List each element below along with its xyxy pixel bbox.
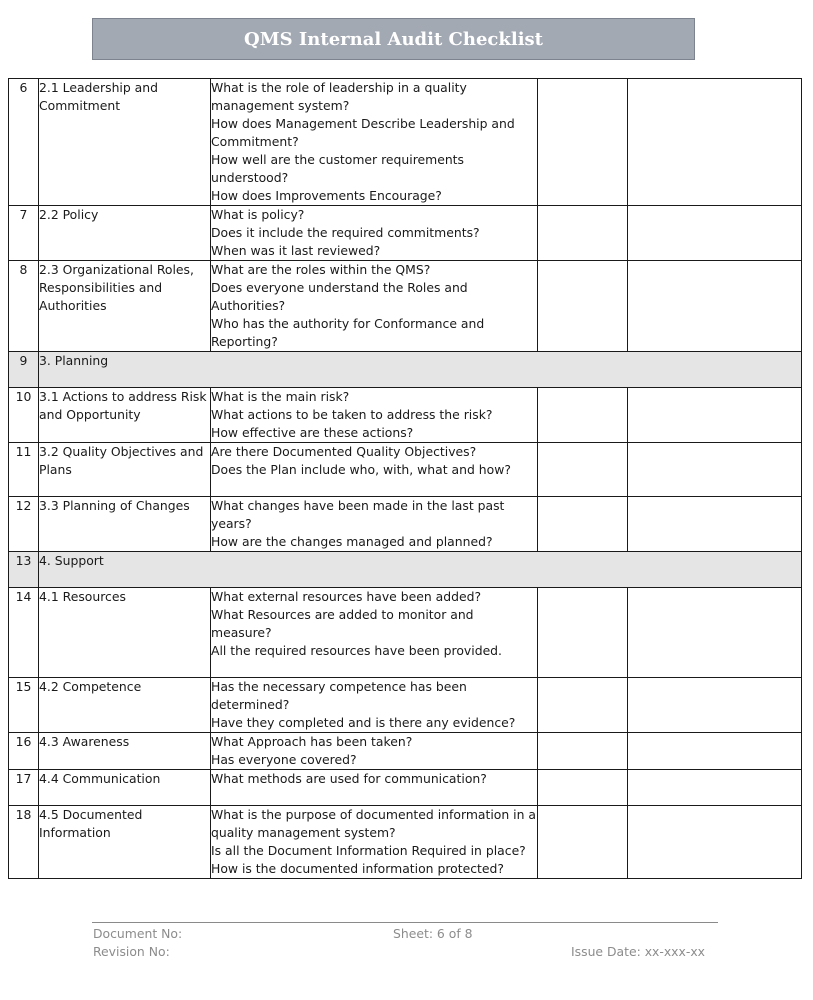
remarks-cell[interactable] bbox=[628, 443, 802, 497]
table-row bbox=[9, 497, 802, 552]
audit-question: What methods are used for communication? bbox=[211, 771, 487, 786]
row-number: 10 bbox=[9, 388, 39, 443]
remarks-cell[interactable] bbox=[628, 770, 802, 806]
table-row bbox=[9, 206, 802, 261]
audit-question: What is policy? bbox=[211, 207, 305, 222]
evidence-cell[interactable] bbox=[538, 588, 628, 678]
audit-question: What external resources have been added? bbox=[211, 589, 482, 604]
table-row bbox=[9, 588, 802, 678]
audit-question: How effective are these actions? bbox=[211, 425, 414, 440]
footer-sheet: Sheet: 6 of 8 bbox=[393, 926, 473, 941]
clause-cell: 4.3 Awareness bbox=[39, 733, 211, 770]
audit-question: Does it include the required commitments? bbox=[211, 225, 480, 240]
evidence-cell[interactable] bbox=[538, 261, 628, 352]
clause-cell: 4.1 Resources bbox=[39, 588, 211, 678]
row-number: 14 bbox=[9, 588, 39, 678]
section-heading: 4. Support bbox=[39, 552, 802, 588]
evidence-cell[interactable] bbox=[538, 443, 628, 497]
table-row bbox=[9, 388, 802, 443]
questions-cell bbox=[211, 770, 538, 806]
audit-question: Has everyone covered? bbox=[211, 752, 357, 767]
clause-cell: 2.1 Leadership and Commitment bbox=[39, 79, 211, 206]
remarks-cell[interactable] bbox=[628, 261, 802, 352]
clause-cell: 2.2 Policy bbox=[39, 206, 211, 261]
audit-question: How are the changes managed and planned? bbox=[211, 534, 493, 549]
table-row bbox=[9, 770, 802, 806]
audit-question: What is the main risk? bbox=[211, 389, 350, 404]
remarks-cell[interactable] bbox=[628, 806, 802, 879]
row-number: 12 bbox=[9, 497, 39, 552]
table-row bbox=[9, 79, 802, 206]
audit-question: How is the documented information protected? bbox=[211, 861, 504, 876]
row-number: 7 bbox=[9, 206, 39, 261]
questions-cell bbox=[211, 443, 538, 497]
clause-cell: 4.2 Competence bbox=[39, 678, 211, 733]
page-title: QMS Internal Audit Checklist bbox=[244, 28, 543, 50]
clause-cell: 4.5 Documented Information bbox=[39, 806, 211, 879]
audit-question: Have they completed and is there any evidence? bbox=[211, 715, 516, 730]
audit-question: What are the roles within the QMS? bbox=[211, 262, 431, 277]
footer-issue-date: Issue Date: xx-xxx-xx bbox=[571, 944, 705, 959]
audit-question: What Resources are added to monitor and measure? bbox=[211, 607, 474, 640]
evidence-cell[interactable] bbox=[538, 770, 628, 806]
audit-question: What is the role of leadership in a quality management system? bbox=[211, 80, 467, 113]
audit-question: All the required resources have been provided. bbox=[211, 643, 502, 658]
row-number: 16 bbox=[9, 733, 39, 770]
evidence-cell[interactable] bbox=[538, 678, 628, 733]
clause-cell: 4.4 Communication bbox=[39, 770, 211, 806]
remarks-cell[interactable] bbox=[628, 79, 802, 206]
evidence-cell[interactable] bbox=[538, 733, 628, 770]
remarks-cell[interactable] bbox=[628, 206, 802, 261]
audit-question: Are there Documented Quality Objectives? bbox=[211, 444, 477, 459]
audit-question: What actions to be taken to address the risk? bbox=[211, 407, 493, 422]
remarks-cell[interactable] bbox=[628, 733, 802, 770]
audit-checklist-table bbox=[8, 78, 802, 879]
section-row bbox=[9, 552, 802, 588]
footer-document-no: Document No: bbox=[93, 926, 183, 941]
remarks-cell[interactable] bbox=[628, 588, 802, 678]
clause-cell: 3.2 Quality Objectives and Plans bbox=[39, 443, 211, 497]
clause-cell: 3.3 Planning of Changes bbox=[39, 497, 211, 552]
audit-question: What is the purpose of documented information in a quality management system? bbox=[211, 807, 536, 840]
table-row bbox=[9, 443, 802, 497]
table-row bbox=[9, 678, 802, 733]
audit-question: Has the necessary competence has been determined? bbox=[211, 679, 467, 712]
questions-cell bbox=[211, 206, 538, 261]
row-number: 8 bbox=[9, 261, 39, 352]
audit-question: What changes have been made in the last past years? bbox=[211, 498, 505, 531]
remarks-cell[interactable] bbox=[628, 678, 802, 733]
remarks-cell[interactable] bbox=[628, 497, 802, 552]
audit-question: What Approach has been taken? bbox=[211, 734, 413, 749]
clause-cell: 3.1 Actions to address Risk and Opportunity bbox=[39, 388, 211, 443]
questions-cell bbox=[211, 733, 538, 770]
questions-cell bbox=[211, 79, 538, 206]
audit-question: Is all the Document Information Required in place? bbox=[211, 843, 526, 858]
audit-question: Does everyone understand the Roles and Authorities? bbox=[211, 280, 468, 313]
section-row bbox=[9, 352, 802, 388]
questions-cell bbox=[211, 261, 538, 352]
section-heading: 3. Planning bbox=[39, 352, 802, 388]
questions-cell bbox=[211, 806, 538, 879]
audit-question: Who has the authority for Conformance and Reporting? bbox=[211, 316, 485, 349]
evidence-cell[interactable] bbox=[538, 79, 628, 206]
questions-cell bbox=[211, 497, 538, 552]
row-number: 9 bbox=[9, 352, 39, 388]
questions-cell bbox=[211, 678, 538, 733]
audit-question: Does the Plan include who, with, what and how? bbox=[211, 462, 511, 477]
row-number: 11 bbox=[9, 443, 39, 497]
title-banner bbox=[92, 18, 695, 60]
row-number: 18 bbox=[9, 806, 39, 879]
evidence-cell[interactable] bbox=[538, 206, 628, 261]
audit-question: When was it last reviewed? bbox=[211, 243, 381, 258]
audit-question: How well are the customer requirements understood? bbox=[211, 152, 464, 185]
row-number: 15 bbox=[9, 678, 39, 733]
row-number: 13 bbox=[9, 552, 39, 588]
audit-question: How does Management Describe Leadership and Commitment? bbox=[211, 116, 515, 149]
clause-cell: 2.3 Organizational Roles, Responsibilities and Authorities bbox=[39, 261, 211, 352]
evidence-cell[interactable] bbox=[538, 388, 628, 443]
row-number: 17 bbox=[9, 770, 39, 806]
table-row bbox=[9, 806, 802, 879]
audit-question: How does Improvements Encourage? bbox=[211, 188, 442, 203]
questions-cell bbox=[211, 588, 538, 678]
table-row bbox=[9, 261, 802, 352]
remarks-cell[interactable] bbox=[628, 388, 802, 443]
evidence-cell[interactable] bbox=[538, 497, 628, 552]
row-number: 6 bbox=[9, 79, 39, 206]
evidence-cell[interactable] bbox=[538, 806, 628, 879]
footer-revision-no: Revision No: bbox=[93, 944, 170, 959]
questions-cell bbox=[211, 388, 538, 443]
footer-divider bbox=[92, 922, 718, 923]
table-row bbox=[9, 733, 802, 770]
